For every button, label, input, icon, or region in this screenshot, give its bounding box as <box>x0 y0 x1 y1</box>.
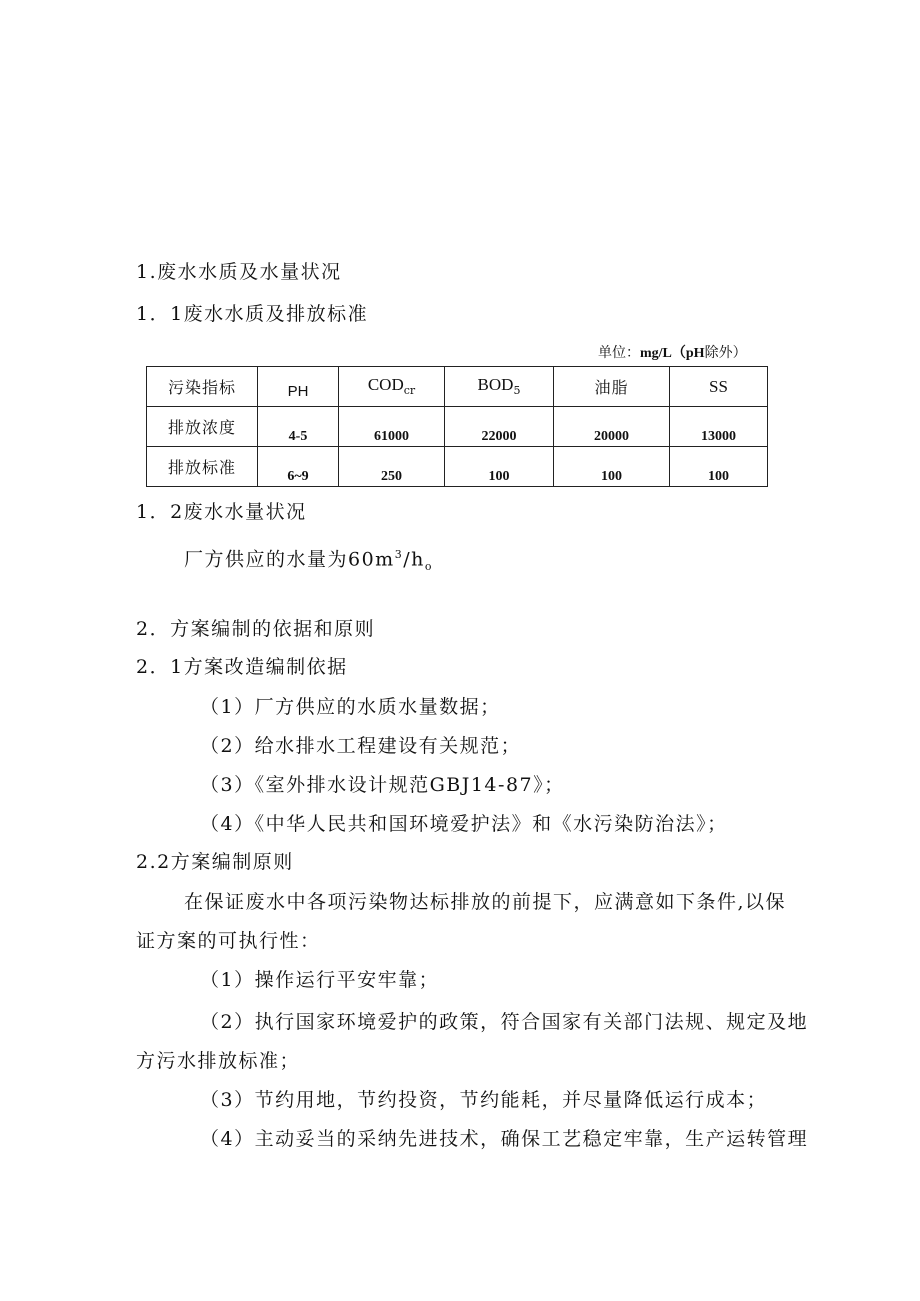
unit-label: 单位： <box>598 345 640 361</box>
unit-value: mg/L（pH <box>640 346 705 361</box>
table-cell <box>258 447 339 487</box>
table-row <box>147 447 768 487</box>
principle-intro-line2: 证方案的可执行性： <box>136 930 321 952</box>
basis-item: （2）给水排水工程建设有关规范； <box>200 735 522 757</box>
unit-note <box>598 344 747 363</box>
water-volume-text <box>184 543 433 579</box>
table-cell <box>147 407 258 447</box>
principle-item: （1）操作运行平安牢靠； <box>200 969 440 991</box>
cell-value: 13000 <box>701 428 736 444</box>
table-cell <box>339 407 445 447</box>
section1-2-title: 1．2废水水量状况 <box>136 501 307 523</box>
water-volume-sup: 3 <box>394 548 404 561</box>
table-row <box>147 407 768 447</box>
header-oil: 油脂 <box>594 378 629 397</box>
table-cell <box>258 367 339 407</box>
table-cell <box>258 407 339 447</box>
table-cell <box>670 367 768 407</box>
cell-value: 100 <box>488 468 510 484</box>
cell-value: 100 <box>708 468 729 484</box>
principle-item-cont: 方污水排放标准； <box>136 1050 301 1072</box>
header-bod-sub: 5 <box>513 384 521 398</box>
header-ss: SS <box>709 376 728 396</box>
principle-item: （3）节约用地，节约投资，节约能耗，并尽量降低运行成本； <box>200 1089 768 1111</box>
cell-value: 250 <box>381 468 402 484</box>
water-volume-b: /h <box>403 548 425 571</box>
table-cell <box>554 407 670 447</box>
section1-1-title: 1．1废水水质及排放标准 <box>136 303 369 325</box>
water-volume-sub: o <box>424 560 433 574</box>
table-cell <box>445 447 554 487</box>
table-header-row <box>147 367 768 407</box>
table-cell <box>339 447 445 487</box>
header-label: 污染指标 <box>167 378 236 397</box>
cell-value: 4-5 <box>288 428 308 444</box>
table-cell <box>339 367 445 407</box>
section1-title: 1.废水水质及水量状况 <box>136 261 342 283</box>
cell-value: 61000 <box>374 428 409 444</box>
table-cell <box>670 447 768 487</box>
header-cod: COD <box>367 375 404 395</box>
section2-1-title: 2．1方案改造编制依据 <box>136 656 348 678</box>
section2-title: 2．方案编制的依据和原则 <box>136 618 376 640</box>
discharge-standard-table <box>146 366 768 487</box>
header-cod-sub: cr <box>403 384 416 398</box>
basis-item: （4）《中华人民共和国环境爱护法》和《水污染防治法》； <box>200 813 728 835</box>
table-cell <box>670 407 768 447</box>
header-bod: BOD <box>477 375 514 395</box>
basis-item: （1）厂方供应的水质水量数据； <box>200 696 501 718</box>
row-label: 排放标准 <box>167 458 236 477</box>
table-cell <box>147 367 258 407</box>
table-cell <box>554 367 670 407</box>
cell-value: 22000 <box>481 428 517 444</box>
cell-value: 6~9 <box>287 468 309 484</box>
cell-value: 20000 <box>594 428 629 444</box>
basis-item: （3）《室外排水设计规范GBJ14-87》； <box>200 774 565 796</box>
cell-value: 100 <box>601 468 622 484</box>
table-cell <box>445 407 554 447</box>
section2-2-title: 2.2方案编制原则 <box>136 851 294 873</box>
table-cell <box>147 447 258 487</box>
water-volume-a: 厂方供应的水量为60m <box>184 548 395 571</box>
table-cell <box>554 447 670 487</box>
header-ph: PH <box>287 383 309 400</box>
row-label: 排放浓度 <box>167 418 236 437</box>
principle-intro-line1: 在保证废水中各项污染物达标排放的前提下，应满意如下条件,以保 <box>184 891 787 913</box>
principle-item: （4）主动妥当的采纳先进技术，确保工艺稳定牢靠，生产运转管理 <box>200 1128 809 1150</box>
principle-item: （2）执行国家环境爱护的政策，符合国家有关部门法规、规定及地 <box>200 1011 809 1033</box>
table-cell <box>445 367 554 407</box>
unit-suffix: 除外） <box>704 345 747 361</box>
